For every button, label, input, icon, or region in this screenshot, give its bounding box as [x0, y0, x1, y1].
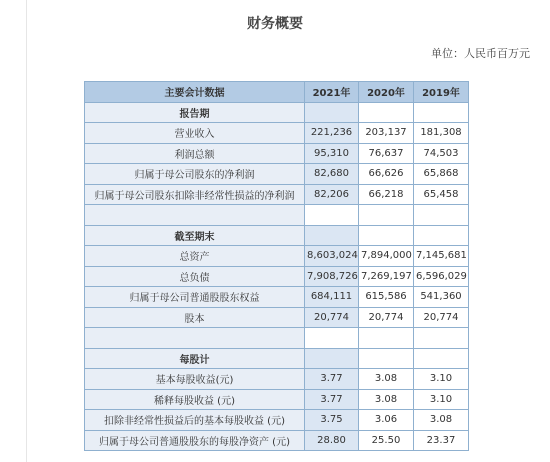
section-row: [85, 225, 469, 246]
value-cell: 74,503: [414, 143, 469, 164]
row-label: 扣除非经常性损益后的基本每股收益 (元): [85, 410, 305, 431]
value-cell: 3.10: [414, 389, 469, 410]
value-cell: 28.80: [305, 430, 359, 451]
row-label: 基本每股收益(元): [85, 369, 305, 390]
value-cell: 221,236: [305, 123, 359, 144]
left-border-rule: [26, 0, 27, 462]
table-row: [85, 246, 469, 267]
value-cell: 541,360: [414, 287, 469, 308]
value-cell: 76,637: [359, 143, 414, 164]
table-body: [85, 102, 469, 451]
empty-cell: [359, 205, 414, 226]
row-label: 总负债: [85, 266, 305, 287]
value-cell: 82,680: [305, 164, 359, 185]
value-cell: 3.08: [359, 389, 414, 410]
table-row: [85, 307, 469, 328]
value-cell: 3.10: [414, 369, 469, 390]
value-cell: 65,868: [414, 164, 469, 185]
value-cell: 95,310: [305, 143, 359, 164]
table-row: [85, 184, 469, 205]
header-year-2021: 2021年: [305, 82, 359, 103]
empty-cell: [305, 328, 359, 349]
section-row: [85, 348, 469, 369]
value-cell: 6,596,029: [414, 266, 469, 287]
unit-label: 单位：人民币百万元: [431, 47, 530, 60]
value-cell: 8,603,024: [305, 246, 359, 267]
header-year-2020: 2020年: [359, 82, 414, 103]
empty-cell: [359, 102, 414, 123]
table-row: [85, 430, 469, 451]
table-row: [85, 143, 469, 164]
value-cell: 20,774: [359, 307, 414, 328]
value-cell: 66,626: [359, 164, 414, 185]
value-cell: 7,908,726: [305, 266, 359, 287]
value-cell: 7,269,197: [359, 266, 414, 287]
empty-cell: [414, 328, 469, 349]
empty-cell: [359, 225, 414, 246]
value-cell: 23.37: [414, 430, 469, 451]
row-label: 归属于母公司普通股股东的每股净资产 (元): [85, 430, 305, 451]
row-label: 归属于母公司股东扣除非经常性损益的净利润: [85, 184, 305, 205]
section-row: [85, 102, 469, 123]
row-label: 营业收入: [85, 123, 305, 144]
row-label: 归属于母公司股东的净利润: [85, 164, 305, 185]
empty-cell: [414, 205, 469, 226]
value-cell: 3.08: [414, 410, 469, 431]
value-cell: 615,586: [359, 287, 414, 308]
empty-cell: [305, 348, 359, 369]
empty-cell: [414, 225, 469, 246]
value-cell: 20,774: [305, 307, 359, 328]
header-indicator: 主要会计数据: [85, 82, 305, 103]
empty-cell: [414, 348, 469, 369]
section-label: 报告期: [85, 102, 305, 123]
empty-cell: [305, 225, 359, 246]
value-cell: 66,218: [359, 184, 414, 205]
row-label: 总资产: [85, 246, 305, 267]
page-title: 财务概要: [247, 16, 303, 32]
value-cell: 3.77: [305, 389, 359, 410]
table-header-row: [85, 82, 469, 103]
value-cell: 25.50: [359, 430, 414, 451]
table-row: [85, 369, 469, 390]
row-label: 归属于母公司普通股股东权益: [85, 287, 305, 308]
value-cell: 3.08: [359, 369, 414, 390]
value-cell: 3.77: [305, 369, 359, 390]
header-year-2019: 2019年: [414, 82, 469, 103]
spacer-row: [85, 205, 469, 226]
value-cell: 65,458: [414, 184, 469, 205]
value-cell: 82,206: [305, 184, 359, 205]
row-label: 稀释每股收益 (元): [85, 389, 305, 410]
empty-cell: [359, 348, 414, 369]
value-cell: 7,894,000: [359, 246, 414, 267]
section-label: 截至期末: [85, 225, 305, 246]
empty-cell: [85, 328, 305, 349]
empty-cell: [85, 205, 305, 226]
empty-cell: [305, 205, 359, 226]
table-row: [85, 410, 469, 431]
value-cell: 3.75: [305, 410, 359, 431]
value-cell: 181,308: [414, 123, 469, 144]
empty-cell: [305, 102, 359, 123]
table-row: [85, 287, 469, 308]
value-cell: 3.06: [359, 410, 414, 431]
empty-cell: [359, 328, 414, 349]
table-row: [85, 123, 469, 144]
value-cell: 20,774: [414, 307, 469, 328]
row-label: 股本: [85, 307, 305, 328]
section-label: 每股计: [85, 348, 305, 369]
table-row: [85, 389, 469, 410]
value-cell: 684,111: [305, 287, 359, 308]
empty-cell: [414, 102, 469, 123]
value-cell: 7,145,681: [414, 246, 469, 267]
row-label: 利润总额: [85, 143, 305, 164]
table-row: [85, 164, 469, 185]
table-row: [85, 266, 469, 287]
spacer-row: [85, 328, 469, 349]
value-cell: 203,137: [359, 123, 414, 144]
financial-summary-table: [84, 81, 469, 451]
